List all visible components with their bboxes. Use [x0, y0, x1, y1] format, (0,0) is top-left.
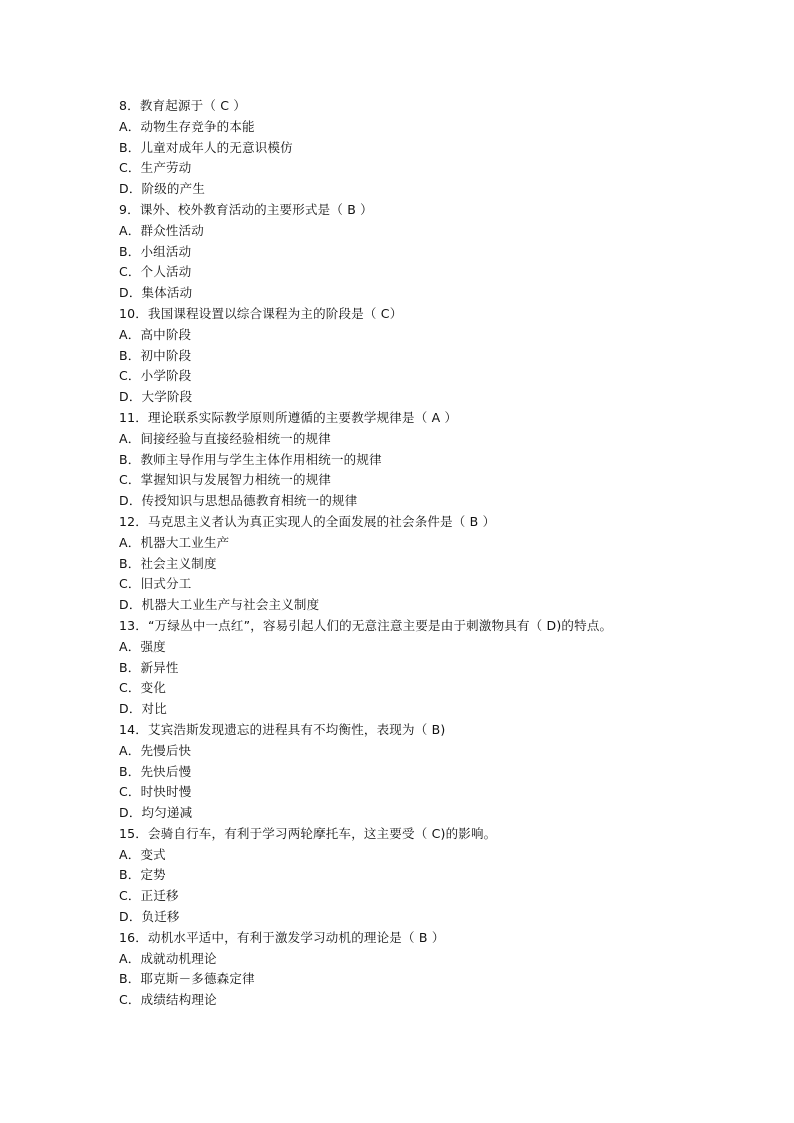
question-13-option-b: B．新异性	[119, 659, 179, 675]
question-8-option-a: A．动物生存竞争的本能	[119, 118, 255, 134]
question-13-option-c: C．变化	[119, 680, 167, 696]
question-16-option-b: B．耶克斯－多德森定律	[119, 971, 255, 987]
question-16-option-a: A．成就动机理论	[119, 950, 217, 966]
question-16-option-c: C．成绩结构理论	[119, 992, 217, 1008]
question-8-option-c: C．生产劳动	[119, 160, 192, 176]
question-13: 13．“万绿丛中一点红”，容易引起人们的无意注意主要是由于刺激物具有（ D)的特点。	[119, 617, 613, 633]
question-11: 11．理论联系实际教学原则所遵循的主要教学规律是（ A ）	[119, 409, 458, 425]
question-10: 10．我国课程设置以综合课程为主的阶段是（ C）	[119, 305, 403, 321]
question-9: 9．课外、校外教育活动的主要形式是（ B ）	[119, 201, 373, 217]
question-13-option-d: D．对比	[119, 701, 167, 717]
document-text	[119, 96, 719, 1011]
question-9-option-a: A．群众性活动	[119, 222, 204, 238]
question-15-option-d: D．负迁移	[119, 909, 180, 925]
question-11-option-c: C．掌握知识与发展智力相统一的规律	[119, 472, 332, 488]
question-8: 8．教育起源于（ C ）	[119, 98, 247, 113]
question-15-option-a: A．变式	[119, 846, 166, 862]
question-11-option-a: A．间接经验与直接经验相统一的规律	[119, 430, 331, 446]
question-14: 14．艾宾浩斯发现遗忘的进程具有不均衡性，表现为（ B)	[119, 721, 446, 737]
question-9-option-b: B．小组活动	[119, 243, 192, 259]
question-10-option-b: B．初中阶段	[119, 347, 192, 363]
question-11-option-b: B．教师主导作用与学生主体作用相统一的规律	[119, 451, 382, 467]
question-14-option-d: D．均匀递减	[119, 805, 193, 821]
question-14-option-a: A．先慢后快	[119, 742, 192, 758]
question-14-option-c: C．时快时慢	[119, 784, 192, 800]
question-14-option-b: B．先快后慢	[119, 763, 192, 779]
question-12-option-d: D．机器大工业生产与社会主义制度	[119, 597, 320, 613]
question-12-option-b: B．社会主义制度	[119, 555, 217, 571]
question-12-option-a: A．机器大工业生产	[119, 534, 230, 550]
question-10-option-d: D．大学阶段	[119, 389, 193, 405]
question-12-option-c: C．旧式分工	[119, 576, 192, 592]
question-8-option-d: D．阶级的产生	[119, 181, 206, 197]
question-15: 15．会骑自行车，有利于学习两轮摩托车，这主要受（ C)的影响。	[119, 825, 497, 841]
question-11-option-d: D．传授知识与思想品德教育相统一的规律	[119, 493, 358, 509]
question-10-option-a: A．高中阶段	[119, 326, 192, 342]
question-12: 12．马克思主义者认为真正实现人的全面发展的社会条件是（ B ）	[119, 513, 496, 529]
question-9-option-c: C．个人活动	[119, 264, 192, 280]
question-10-option-c: C．小学阶段	[119, 368, 192, 384]
question-13-option-a: A．强度	[119, 638, 166, 654]
question-15-option-c: C．正迁移	[119, 888, 179, 904]
question-9-option-d: D．集体活动	[119, 285, 193, 301]
question-15-option-b: B．定势	[119, 867, 166, 883]
question-8-option-b: B．儿童对成年人的无意识模仿	[119, 139, 293, 155]
question-16: 16．动机水平适中，有利于激发学习动机的理论是（ B ）	[119, 929, 445, 945]
